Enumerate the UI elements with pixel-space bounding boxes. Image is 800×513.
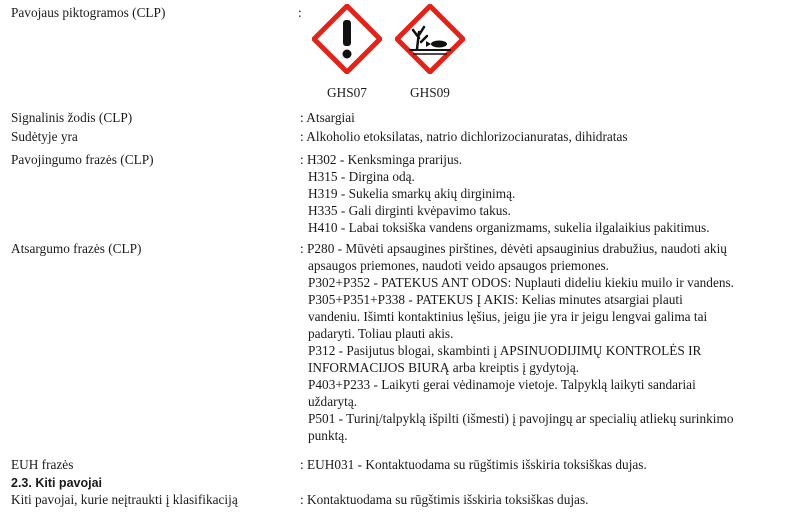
- section-title: 2.3. Kiti pavojai: [11, 476, 103, 490]
- pictogram-code-ghs07: GHS07: [327, 85, 367, 100]
- signal-word-label: Signalinis žodis (CLP): [11, 110, 133, 125]
- precautionary-statement: padaryti. Toliau plauti akis.: [308, 326, 454, 341]
- precautionary-statement: P302+P352 - PATEKUS ANT ODOS: Nuplauti dideliu kiekiu muilo ir vandens.: [308, 275, 734, 290]
- exclamation-mark-icon: [312, 4, 382, 74]
- hazard-statement: H319 - Sukelia smarkų akių dirginimą.: [308, 186, 516, 201]
- pictogram-group: [312, 4, 472, 99]
- pictograms-colon: :: [298, 5, 302, 20]
- contains-value: : Alkoholio etoksilatas, natrio dichlorizocianuratas, dihidratas: [300, 129, 628, 144]
- euh-phrase: : EUH031 - Kontaktuodama su rūgštimis išskiria toksiškas dujas.: [300, 457, 647, 472]
- euh-phrases-label: EUH frazės: [11, 457, 74, 472]
- contains-label: Sudėtyje yra: [11, 129, 78, 144]
- precautionary-statement: P403+P233 - Laikyti gerai vėdinamoje vietoje. Talpyklą laikyti sandariai: [308, 377, 696, 392]
- hazard-statement: : H302 - Kenksminga prarijus.: [300, 152, 463, 167]
- precautionary-statements-label: Atsargumo frazės (CLP): [11, 241, 142, 256]
- hazard-statements-list: [300, 151, 790, 236]
- precautionary-statement: : P280 - Mūvėti apsaugines pirštines, dėvėti apsauginius drabužius, naudoti akių: [300, 241, 727, 256]
- hazard-statement: H315 - Dirgina odą.: [308, 169, 415, 184]
- precautionary-statement: P312 - Pasijutus blogai, skambinti į APSINUODIJIMŲ KONTROLĖS IR: [308, 343, 702, 358]
- precautionary-statement: P501 - Turinį/talpyklą išpilti (išmesti) į pavojingų ar specialių atliekų surinkimo: [308, 411, 734, 426]
- precautionary-statement: punktą.: [308, 428, 348, 443]
- precautionary-statement: apsaugos priemones, naudoti veido apsaugos priemones.: [308, 258, 609, 273]
- hazard-statement: H335 - Gali dirginti kvėpavimo takus.: [308, 203, 511, 218]
- precautionary-statement: uždarytą.: [308, 394, 358, 409]
- environment-hazard-icon: [395, 4, 465, 74]
- hazard-statement: H410 - Labai toksiška vandens organizmams, sukelia ilgalaikius pakitimus.: [308, 220, 710, 235]
- precautionary-statement: vandeniu. Išimti kontaktinius lęšius, jeigu jie yra ir jeigu lengvai galima tai: [308, 309, 708, 324]
- other-hazards-value: : Kontaktuodama su rūgštimis išskiria toksiškas dujas.: [300, 492, 589, 507]
- pictogram-code-ghs09: GHS09: [410, 85, 450, 100]
- pictograms-label: Pavojaus piktogramos (CLP): [11, 5, 166, 20]
- precautionary-statement: P305+P351+P338 - PATEKUS Į AKIS: Kelias minutes atsargiai plauti: [308, 292, 683, 307]
- other-hazards-label: Kiti pavojai, kurie neįtraukti į klasifikaciją: [11, 492, 238, 507]
- precautionary-statement: INFORMACIJOS BIURĄ arba kreiptis į gydytoją.: [308, 360, 580, 375]
- precautionary-statements-list: [300, 240, 790, 444]
- hazard-statements-label: Pavojingumo frazės (CLP): [11, 152, 154, 167]
- signal-word-value: : Atsargiai: [300, 110, 355, 125]
